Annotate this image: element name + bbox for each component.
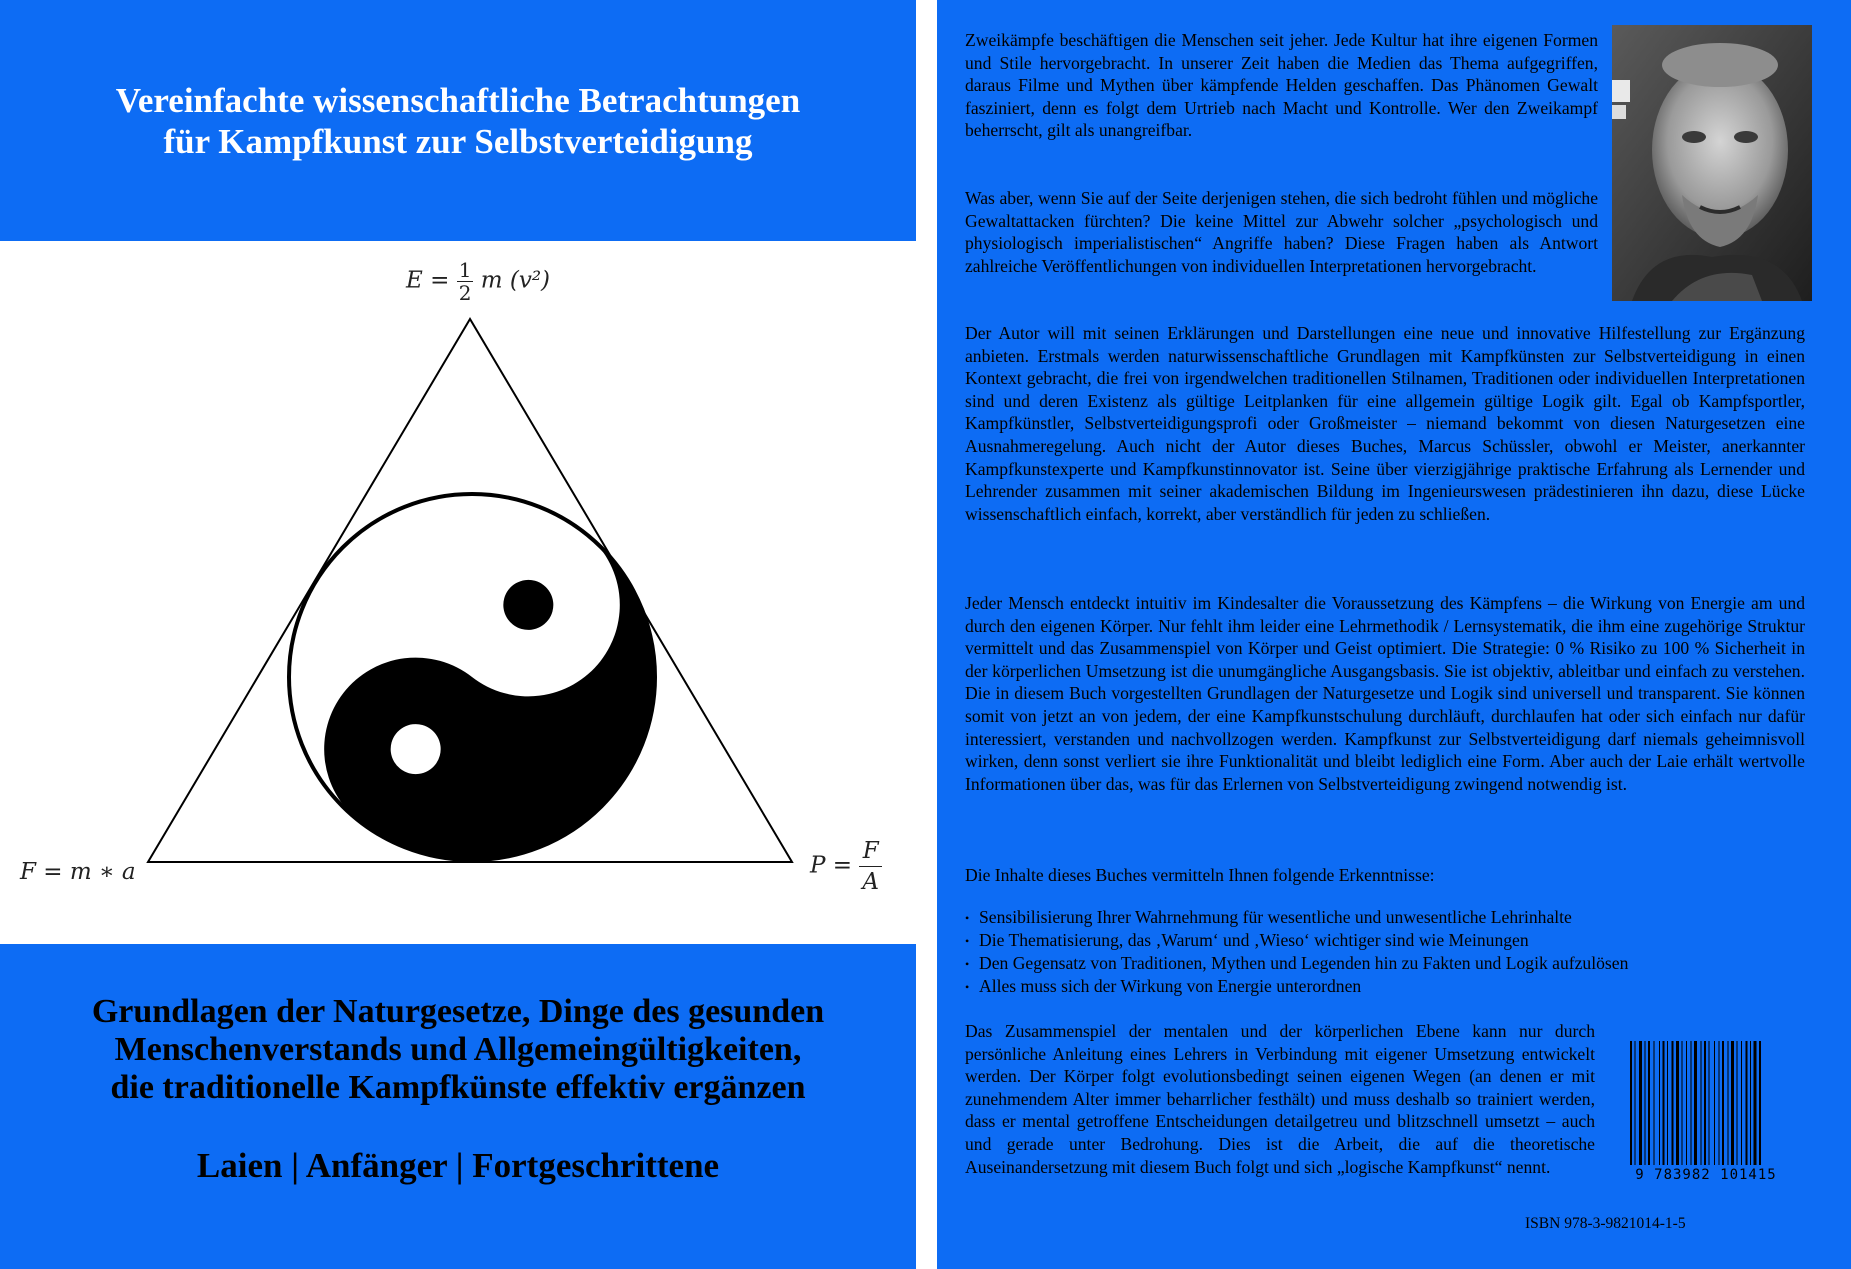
barcode-bar <box>1694 1041 1697 1165</box>
pressure-fraction-num: F <box>859 836 882 867</box>
back-paragraph-4: Jeder Mensch entdeckt intuitiv im Kindesalter die Voraussetzung des Kämpfens – die Wirkung von Energie am und durch den eigenen Körper. Nur fehlt ihm leider eine Lehrmethodik / Lernsystematik, die ihm eine zugehörige Struktur vermittelt und das Zusammenspiel von Körper und Geist optimiert. Die Strategie: 0 % Risiko zu 100 % Sicherheit in der körperlichen Umsetzung ist die unumgängliche Ausgangsbasis. Sie ist objektiv, ableitbar und einfach zu verstehen. Die in diesem Buch vorgestellten Grundlagen der Naturgesetze und Logik sind universell und transparent. Sie können somit von jetzt an von jedem, der eine Kampfkunstschulung durchläuft, durchlaufen hat oder sich einfach nur dafür interessiert, verstanden und nachvollzogen werden. Kampfkunst zur Selbstverteidigung darf niemals geheimnisvoll wirken, denn sonst verliert sie ihre Funktionalität und bleibt lediglich eine Form. Aber auch der Laie erhält wertvolle Informationen über das, was für das Erlernen von Selbstverteidigung zwingend notwendig ist. <box>965 593 1805 794</box>
pressure-fraction-den: A <box>862 869 879 895</box>
back-paragraph-6: Das Zusammenspiel der mentalen und der körperlichen Ebene kann nur durch persönliche Anleitung eines Lehrers in Verbindung mit eigener Umsetzung entwickelt werden. Der Körper folgt evolutionsbedingt seinen eigenen Wegen (an denen er mit zunehmendem Alter immer beharrlicher festhält) und muss deshalb so trainiert werden, dass er mental getroffene Entscheidungen detailgetreu und blitzschnell umsetzt – auch und gerade unter Bedrohung. Dies ist die Arbeit, die auf die theoretische Auseinandersetzung mit diesem Buch folgt und sich „logische Kampfkunst“ nennt. <box>965 1021 1595 1177</box>
list-item: • Die Thematisierung, das ‚Warum‘ und ‚Wieso‘ wichtiger sind wie Meinungen <box>965 929 1628 952</box>
barcode-bar <box>1731 1041 1734 1165</box>
barcode-bar <box>1719 1041 1720 1165</box>
subtitle-line-3: die traditionelle Kampfkünste effektiv ergänzen <box>110 1069 806 1106</box>
front-title-line-2: für Kampfkunst zur Selbstverteidigung <box>163 121 753 161</box>
barcode-digits: 9 783982 101415 <box>1635 1167 1777 1183</box>
spine-gap <box>916 0 937 1269</box>
barcode-bar <box>1759 1041 1761 1165</box>
back-paragraph-3: Der Autor will mit seinen Erklärungen und Darstellungen eine neue und innovative Hilfestellung zur Ergänzung anbieten. Erstmals werden naturwissenschaftliche Grundlagen mit Kampfkünsten zur Selbstverteidigung in einen Kontext gebracht, die frei von irgendwelchen traditionellen Stilnamen, Traditionen oder individuellen Interpretationen sind und deren Existenz als gültige Leitplanken für eine allgemein gültige Logik gilt. Egal ob Kampfsportler, Kampfkünstler, Selbstverteidigungsprofi oder Großmeister – niemand bekommt von diesen Naturgesetzen eine Ausnahmeregelung. Auch nicht der Autor dieses Buches, Marcus Schüssler, obwohl er Meister, anerkannter Kampfkunstexperte und Kampfkunstinnovator ist. Seine über vierzigjährige praktische Erfahrung als Lernender und Lehrender zusammen mit seiner akademischen Bildung im Ingenieurswesen prädestinieren ihn dazu, diese Lücke wissenschaftlich einfach, korrekt, aber verständlich für jeden zu schließen. <box>965 323 1805 524</box>
barcode-bar <box>1714 1041 1715 1165</box>
list-item: • Sensibilisierung Ihrer Wahrnehmung für wesentliche und unwesentliche Lehrinhalte <box>965 906 1628 929</box>
barcode-bar <box>1682 1041 1683 1165</box>
barcode-bar <box>1648 1041 1650 1165</box>
front-title-line-1: Vereinfachte wissenschaftliche Betrachtungen <box>115 80 801 120</box>
barcode-bar <box>1737 1041 1738 1165</box>
author-portrait-image <box>1612 25 1812 301</box>
barcode-bar <box>1741 1041 1742 1165</box>
pressure-formula-lhs: P = <box>810 852 860 879</box>
energy-formula-rhs: m (v²) <box>480 267 551 294</box>
subtitle-line-2: Menschenverstands und Allgemeingültigkeiten, <box>114 1031 802 1068</box>
barcode-bar <box>1691 1041 1692 1165</box>
back-paragraph-1: Zweikämpfe beschäftigen die Menschen seit jeher. Jede Kultur hat ihre eigenen Formen und Stile hervorgebracht. In unserer Zeit haben die Medien das Thema aufgegriffen, daraus Filme und Mythen über kämpfende Helden geschaffen. Das Phänomen Gewalt fasziniert, denn es folgt dem Urtrieb nach Macht und Kontrolle. Wer den Zweikampf beherrscht, gilt als unangreifbar. <box>965 30 1598 141</box>
barcode-bar <box>1686 1041 1687 1165</box>
force-formula: F = m ∗ a <box>20 859 136 885</box>
barcode-bar <box>1663 1041 1665 1165</box>
energy-fraction-den: 2 <box>458 281 472 305</box>
barcode-bar <box>1701 1041 1702 1165</box>
barcode-bar <box>1659 1041 1660 1165</box>
energy-formula <box>406 259 550 304</box>
triangle-yinyang-svg <box>0 241 916 944</box>
barcode-bar <box>1709 1041 1710 1165</box>
audience-line: Laien | Anfänger | Fortgeschrittene <box>196 1146 720 1185</box>
barcode-bar <box>1635 1041 1636 1165</box>
list-item: • Den Gegensatz von Traditionen, Mythen und Legenden hin zu Fakten und Logik aufzulösen <box>965 952 1628 975</box>
back-paragraph-5: Die Inhalte dieses Buches vermitteln Ihnen folgende Erkenntnisse: <box>965 865 1435 885</box>
list-item: • Alles muss sich der Wirkung von Energie unterordnen <box>965 975 1628 998</box>
pressure-fraction <box>859 836 882 897</box>
energy-formula-lhs: E = <box>406 267 457 294</box>
front-title-band <box>0 0 916 241</box>
barcode-bar <box>1639 1041 1642 1165</box>
barcode-bar <box>1667 1041 1668 1165</box>
subtitle-line-1: Grundlagen der Naturgesetze, Dinge des gesunden <box>91 993 825 1030</box>
barcode-bar <box>1676 1041 1679 1165</box>
yinyang-icon <box>287 476 729 933</box>
author-photo <box>1612 25 1812 301</box>
barcode <box>1624 1037 1788 1189</box>
pressure-formula <box>810 836 882 897</box>
barcode-bar <box>1645 1041 1646 1165</box>
insights-list <box>965 906 1628 998</box>
barcode-bar <box>1704 1041 1706 1165</box>
front-cover <box>0 0 916 1269</box>
barcode-bar <box>1754 1041 1757 1165</box>
energy-fraction-num: 1 <box>458 258 472 282</box>
barcode-bar <box>1746 1041 1748 1165</box>
barcode-bar <box>1722 1041 1724 1165</box>
isbn-label: ISBN 978-3-9821014-1-5 <box>1525 1215 1686 1232</box>
physics-triangle-figure <box>0 241 916 944</box>
barcode-bar <box>1750 1041 1751 1165</box>
barcode-bar <box>1672 1041 1674 1165</box>
barcode-bar <box>1728 1041 1729 1165</box>
energy-fraction <box>457 259 474 304</box>
barcode-bar <box>1654 1041 1655 1165</box>
back-paragraph-2: Was aber, wenn Sie auf der Seite derjenigen stehen, die sich bedroht fühlen und mögliche Gewaltattacken fürchten? Die keine Mittel zur Abwehr solcher „psychologisch und physiologisch imperialistischen“ Angriffe haben? Diese Fragen haben als Antwort zahlreiche Veröffentlichungen von individuellen Interpretationen hervorgebracht. <box>965 188 1598 276</box>
barcode-bar <box>1630 1041 1632 1165</box>
